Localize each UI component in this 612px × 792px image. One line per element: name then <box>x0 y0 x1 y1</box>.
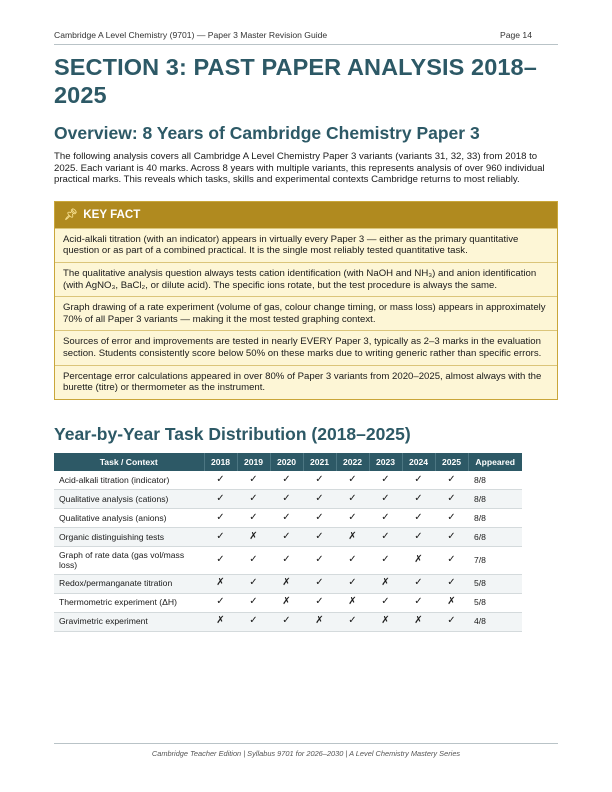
year-mark-cell: ✓ <box>369 527 402 546</box>
overview-text: The following analysis covers all Cambridge A Level Chemistry Paper 3 variants (variants 31, 32, 33) from 2018 to 2025. Each variant is 40 marks. Across 8 years with multiple variants, this represents analysis of over 960 individual practical marks. This reveals which tasks, skills and experimental contexts Cambridge returns to most reliably. <box>54 151 545 186</box>
column-header: 2022 <box>336 453 369 471</box>
year-mark-cell: ✗ <box>204 574 237 593</box>
key-fact-header <box>55 202 557 228</box>
year-mark-cell: ✗ <box>270 574 303 593</box>
year-mark-cell: ✗ <box>303 612 336 631</box>
task-cell: Qualitative analysis (anions) <box>54 508 204 527</box>
year-mark-cell: ✓ <box>270 527 303 546</box>
year-mark-cell: ✗ <box>204 612 237 631</box>
year-mark-cell: ✓ <box>270 508 303 527</box>
year-mark-cell: ✓ <box>402 593 435 612</box>
table-row <box>54 527 522 546</box>
year-mark-cell: ✓ <box>204 489 237 508</box>
task-cell: Qualitative analysis (cations) <box>54 489 204 508</box>
year-mark-cell: ✓ <box>303 508 336 527</box>
year-mark-cell: ✗ <box>270 593 303 612</box>
column-header: Appeared <box>468 453 522 471</box>
task-cell: Thermometric experiment (ΔH) <box>54 593 204 612</box>
pin-icon: 📌︎ <box>64 208 78 221</box>
year-mark-cell: ✗ <box>336 527 369 546</box>
year-mark-cell: ✗ <box>369 574 402 593</box>
table-row <box>54 489 522 508</box>
running-footer: Cambridge Teacher Edition | Syllabus 9701 for 2026–2030 | A Level Chemistry Mastery Series <box>54 743 558 758</box>
running-header <box>54 30 558 45</box>
key-fact-title: KEY FACT <box>83 207 141 221</box>
year-mark-cell: ✓ <box>435 508 468 527</box>
year-mark-cell: ✗ <box>435 593 468 612</box>
year-mark-cell: ✓ <box>270 489 303 508</box>
year-mark-cell: ✓ <box>435 489 468 508</box>
table-row <box>54 574 522 593</box>
year-mark-cell: ✓ <box>402 489 435 508</box>
key-fact-item: The qualitative analysis question always tests cation identification (with NaOH and NH₃) and anion identification (with AgNO₃, BaCl₂, or dilute acid). The specific ions rotate, but the test procedure is always the same. <box>55 262 557 296</box>
year-mark-cell: ✓ <box>270 612 303 631</box>
year-mark-cell: ✓ <box>270 471 303 490</box>
page <box>54 30 558 632</box>
section-title: SECTION 3: PAST PAPER ANALYSIS 2018–2025 <box>54 54 537 108</box>
year-mark-cell: ✓ <box>303 489 336 508</box>
year-mark-cell: ✓ <box>369 489 402 508</box>
year-mark-cell: ✓ <box>237 471 270 490</box>
year-mark-cell: ✓ <box>402 471 435 490</box>
task-cell: Redox/permanganate titration <box>54 574 204 593</box>
year-mark-cell: ✓ <box>369 593 402 612</box>
year-mark-cell: ✓ <box>402 574 435 593</box>
year-mark-cell: ✓ <box>204 471 237 490</box>
year-mark-cell: ✓ <box>303 546 336 574</box>
year-mark-cell: ✓ <box>435 574 468 593</box>
year-mark-cell: ✓ <box>336 489 369 508</box>
appeared-cell: 6/8 <box>468 527 522 546</box>
column-header: 2019 <box>237 453 270 471</box>
year-mark-cell: ✓ <box>369 508 402 527</box>
appeared-cell: 7/8 <box>468 546 522 574</box>
appeared-cell: 5/8 <box>468 593 522 612</box>
year-mark-cell: ✓ <box>237 612 270 631</box>
appeared-cell: 5/8 <box>468 574 522 593</box>
year-mark-cell: ✓ <box>303 471 336 490</box>
year-mark-cell: ✓ <box>204 508 237 527</box>
task-cell: Acid-alkali titration (indicator) <box>54 471 204 490</box>
year-mark-cell: ✓ <box>303 593 336 612</box>
year-mark-cell: ✓ <box>435 527 468 546</box>
year-mark-cell: ✓ <box>204 593 237 612</box>
year-mark-cell: ✓ <box>237 574 270 593</box>
task-distribution-table <box>54 453 522 632</box>
appeared-cell: 8/8 <box>468 489 522 508</box>
year-mark-cell: ✗ <box>369 612 402 631</box>
year-mark-cell: ✓ <box>369 546 402 574</box>
year-mark-cell: ✗ <box>336 593 369 612</box>
year-mark-cell: ✗ <box>237 527 270 546</box>
year-mark-cell: ✓ <box>270 546 303 574</box>
year-mark-cell: ✓ <box>237 593 270 612</box>
column-header: 2021 <box>303 453 336 471</box>
column-header: 2025 <box>435 453 468 471</box>
table-row <box>54 508 522 527</box>
appeared-cell: 8/8 <box>468 471 522 490</box>
task-cell: Organic distinguishing tests <box>54 527 204 546</box>
key-fact-item: Percentage error calculations appeared in over 80% of Paper 3 variants from 2020–2025, almost always with the burette (titre) or thermometer as the instrument. <box>55 365 557 399</box>
year-mark-cell: ✓ <box>204 546 237 574</box>
column-header: 2023 <box>369 453 402 471</box>
column-header: Task / Context <box>54 453 204 471</box>
appeared-cell: 4/8 <box>468 612 522 631</box>
key-fact-item: Graph drawing of a rate experiment (volume of gas, colour change timing, or mass loss) appears in approximately 70% of all Paper 3 variants — making it the most tested graphing context. <box>55 296 557 330</box>
table-heading: Year-by-Year Task Distribution (2018–2025) <box>54 423 411 444</box>
year-mark-cell: ✓ <box>303 527 336 546</box>
column-header: 2020 <box>270 453 303 471</box>
appeared-cell: 8/8 <box>468 508 522 527</box>
year-mark-cell: ✗ <box>402 546 435 574</box>
table-row <box>54 593 522 612</box>
year-mark-cell: ✓ <box>435 546 468 574</box>
year-mark-cell: ✓ <box>336 612 369 631</box>
key-fact-item: Sources of error and improvements are tested in nearly EVERY Paper 3, typically as 2–3 marks in the evaluation section. Students consistently score below 50% on these marks due to writing generic rather than specific errors. <box>55 330 557 364</box>
year-mark-cell: ✓ <box>336 508 369 527</box>
year-mark-cell: ✓ <box>237 489 270 508</box>
table-body <box>54 471 522 631</box>
year-mark-cell: ✓ <box>303 574 336 593</box>
page-number: Page 14 <box>499 30 532 40</box>
year-mark-cell: ✓ <box>402 527 435 546</box>
year-mark-cell: ✓ <box>336 546 369 574</box>
table-row <box>54 612 522 631</box>
task-cell: Graph of rate data (gas vol/mass loss) <box>54 546 204 574</box>
key-fact-item: Acid-alkali titration (with an indicator) appears in virtually every Paper 3 — either as the primary quantitative question or as part of a combined practical. It is the single most reliably tested quantitative task. <box>55 228 557 262</box>
year-mark-cell: ✓ <box>204 527 237 546</box>
task-cell: Gravimetric experiment <box>54 612 204 631</box>
year-mark-cell: ✓ <box>237 508 270 527</box>
column-header: 2024 <box>402 453 435 471</box>
year-mark-cell: ✓ <box>336 471 369 490</box>
year-mark-cell: ✓ <box>369 471 402 490</box>
column-header: 2018 <box>204 453 237 471</box>
table-header-row <box>54 453 522 471</box>
year-mark-cell: ✓ <box>336 574 369 593</box>
year-mark-cell: ✓ <box>435 471 468 490</box>
year-mark-cell: ✓ <box>402 508 435 527</box>
table-row <box>54 546 522 574</box>
table-row <box>54 471 522 490</box>
overview-heading: Overview: 8 Years of Cambridge Chemistry Paper 3 <box>54 123 480 143</box>
key-fact-box <box>54 201 558 400</box>
year-mark-cell: ✗ <box>402 612 435 631</box>
year-mark-cell: ✓ <box>435 612 468 631</box>
year-mark-cell: ✓ <box>237 546 270 574</box>
header-title: Cambridge A Level Chemistry (9701) — Paper 3 Master Revision Guide <box>54 30 328 40</box>
